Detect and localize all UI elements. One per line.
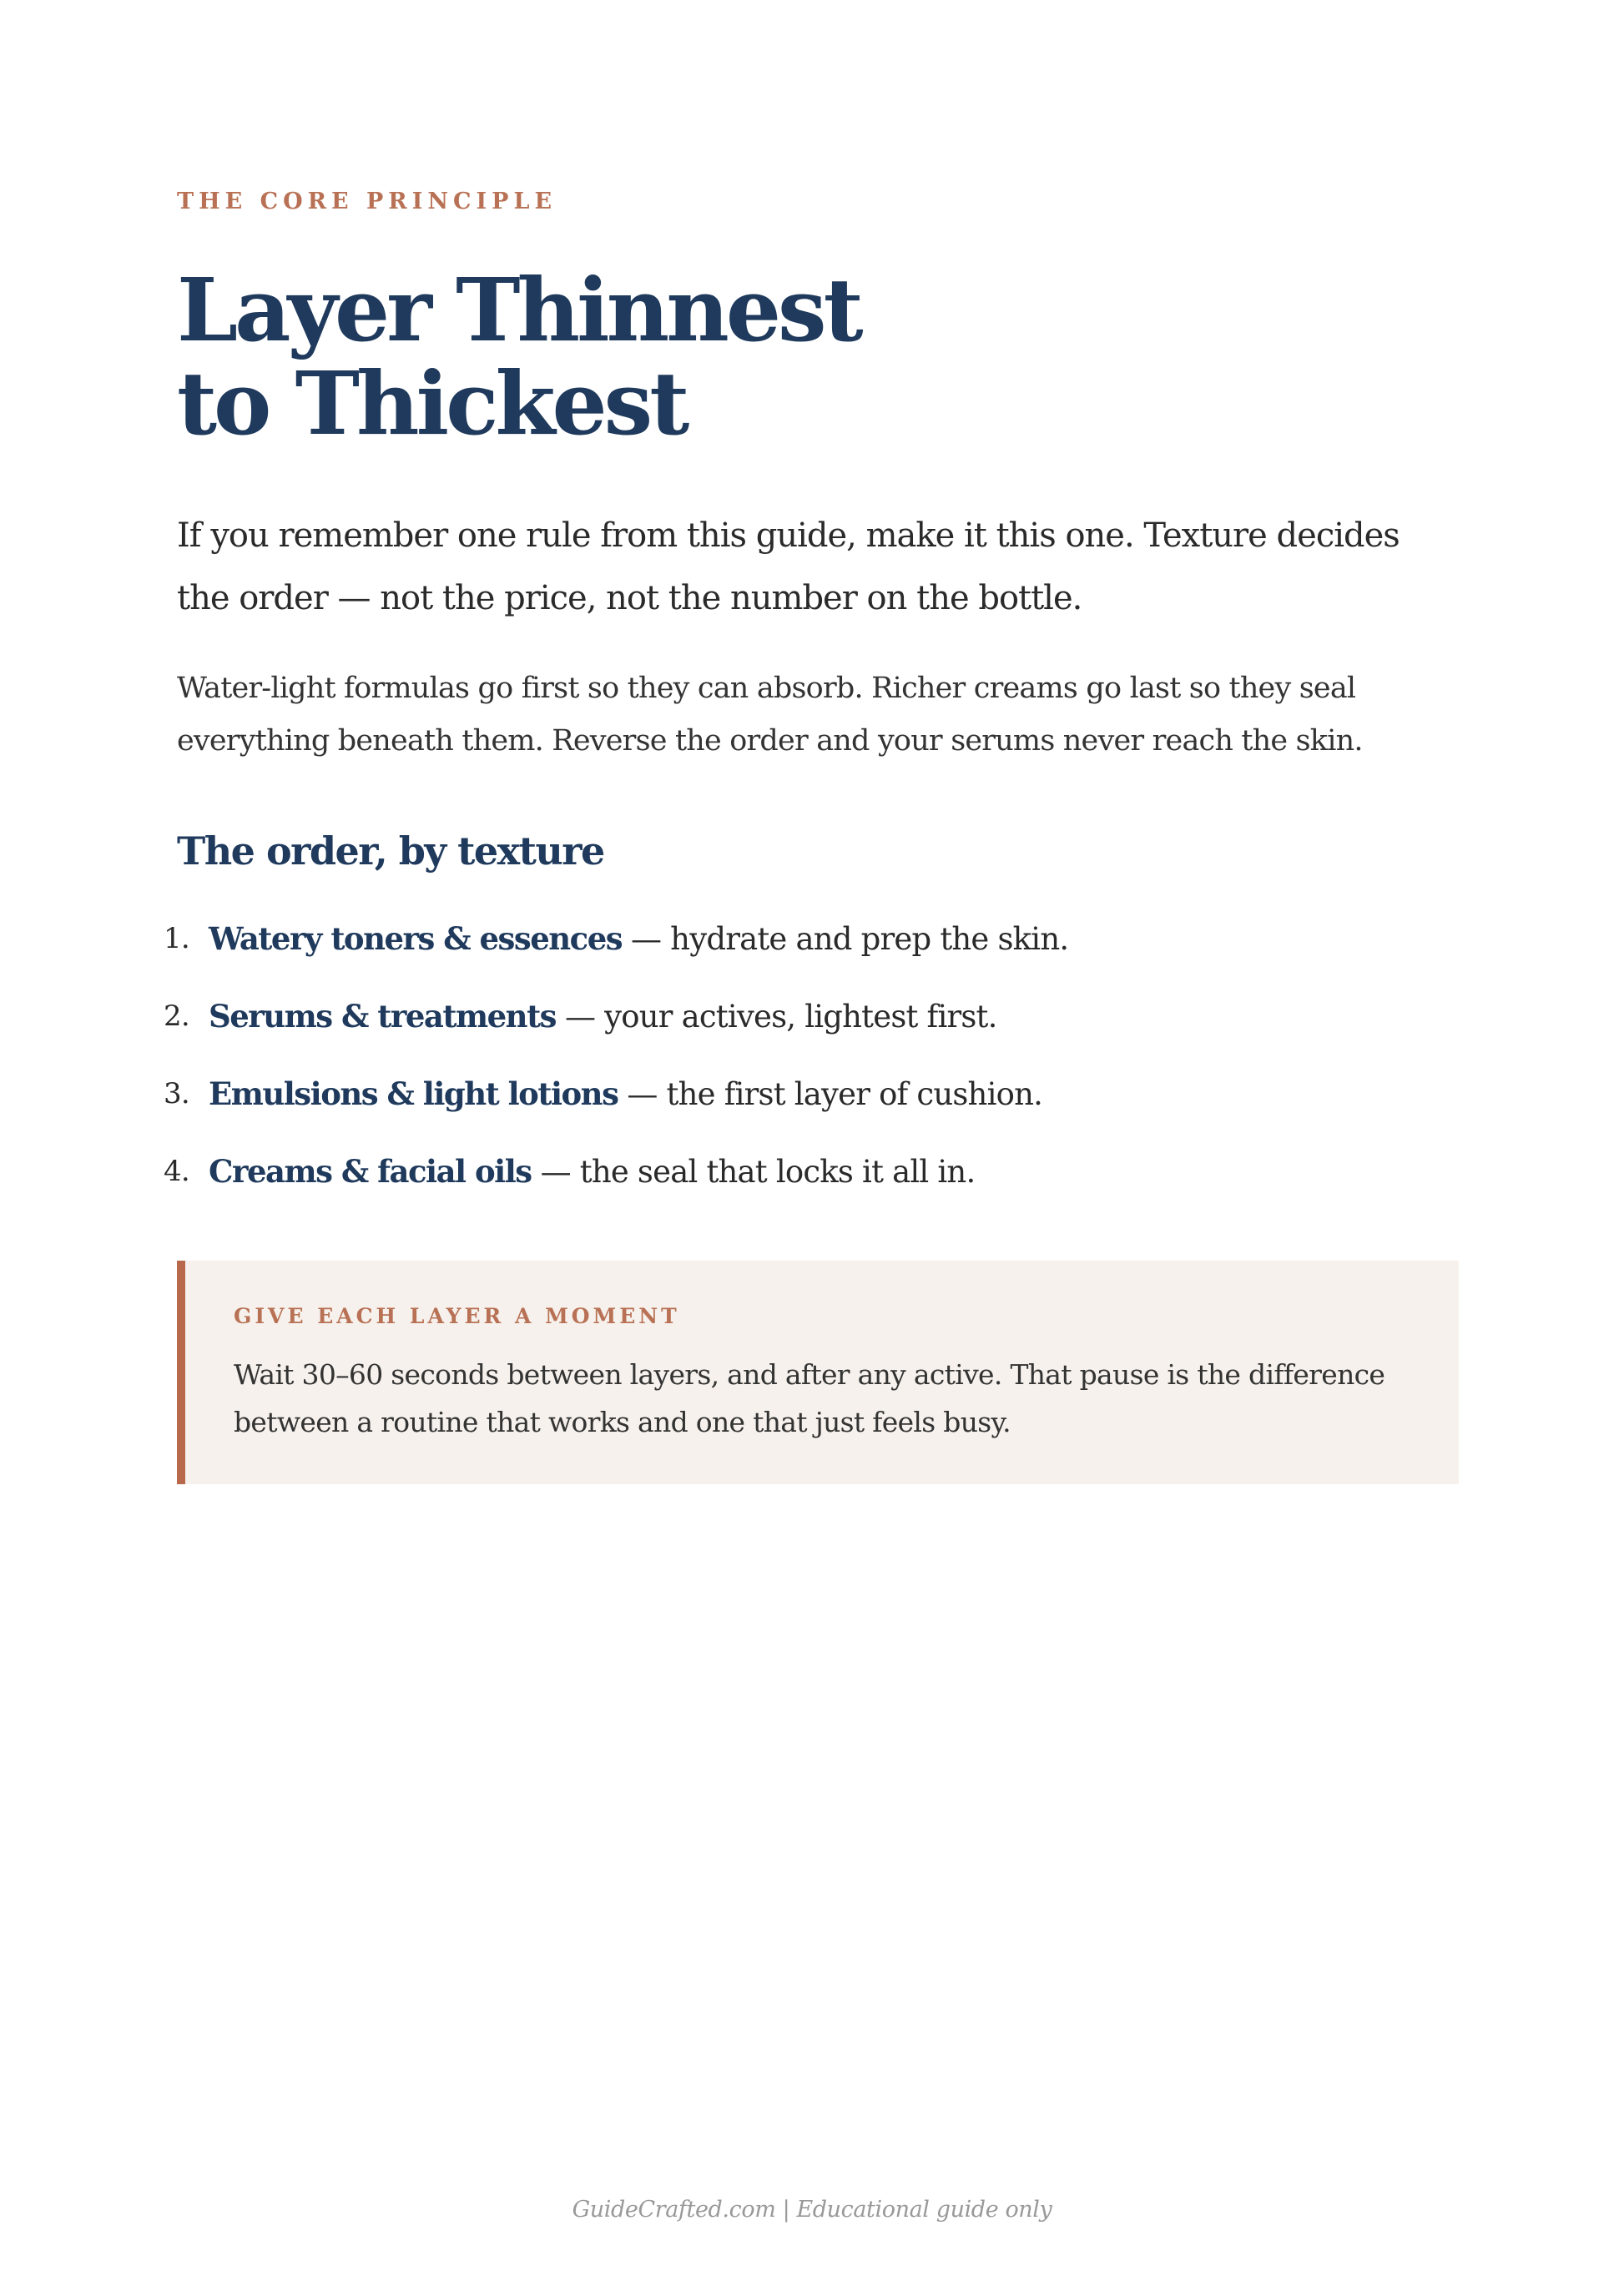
list-item-name: Watery toners & essences: [209, 920, 623, 957]
list-item-name: Serums & treatments: [209, 998, 557, 1035]
list-item-number: 4.: [164, 1155, 189, 1188]
callout-title: GIVE EACH LAYER A MOMENT: [234, 1304, 680, 1328]
callout-text: Wait 30–60 seconds between layers, and after any active. That pause is the difference between a routine that works and one that just feels busy.: [234, 1358, 1385, 1438]
list-item-content: [209, 983, 997, 1050]
list-item-name: Emulsions & light lotions: [209, 1075, 618, 1112]
title-line-1: Layer Thinnest: [177, 259, 860, 361]
section-subheading: The order, by texture: [177, 828, 604, 874]
title-line-2: to Thickest: [177, 352, 687, 455]
list-item-content: [209, 1060, 1042, 1128]
list-item-number: 3.: [164, 1077, 189, 1110]
page-footer: GuideCrafted.com | Educational guide only: [572, 2197, 1052, 2223]
tip-callout: [177, 1261, 1459, 1484]
list-item-content: [209, 905, 1068, 973]
list-item-description: — the first layer of cushion.: [618, 1076, 1043, 1112]
lead-paragraph: If you remember one rule from this guide, make it this one. Texture decides the order — not the price, not the number on the bottle.: [177, 516, 1400, 617]
page-title: [177, 259, 860, 455]
list-item-name: Creams & facial oils: [209, 1153, 532, 1190]
list-item-description: — the seal that locks it all in.: [531, 1154, 976, 1190]
eyebrow-label: THE CORE PRINCIPLE: [177, 189, 557, 214]
body-paragraph: Water-light formulas go first so they can absorb. Richer creams go last so they seal everything beneath them. Reverse the order and your serums never reach the skin.: [177, 672, 1363, 758]
list-item-number: 1.: [164, 922, 189, 955]
list-item-content: [209, 1138, 975, 1206]
list-item-number: 2.: [164, 999, 189, 1033]
list-item-description: — hydrate and prep the skin.: [622, 921, 1069, 957]
list-item-description: — your actives, lightest first.: [556, 999, 997, 1035]
